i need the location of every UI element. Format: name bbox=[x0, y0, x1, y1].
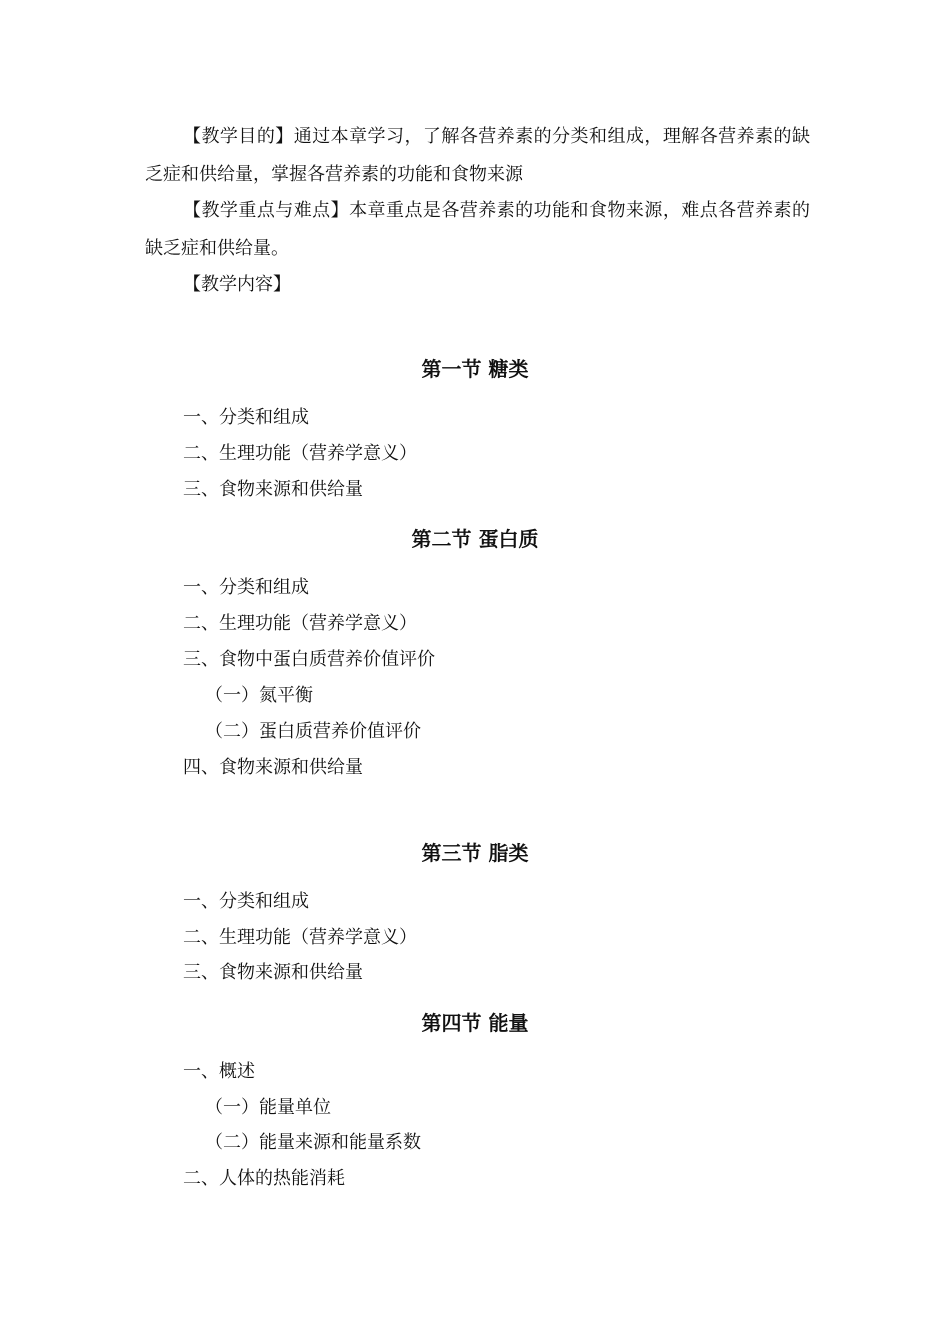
section-3-item: 二、生理功能（营养学意义） bbox=[183, 927, 417, 948]
section-1-item: 二、生理功能（营养学意义） bbox=[183, 443, 417, 464]
teaching-goal-paragraph bbox=[145, 118, 810, 194]
section-2-subitem: （二）蛋白质营养价值评价 bbox=[205, 721, 421, 742]
section-4-item: 二、人体的热能消耗 bbox=[183, 1168, 345, 1189]
section-2-title: 第二节 蛋白质 bbox=[411, 527, 539, 551]
teaching-content-label bbox=[145, 266, 810, 304]
section-3-title: 第三节 脂类 bbox=[421, 841, 529, 865]
section-4-subitem: （一）能量单位 bbox=[205, 1097, 331, 1118]
section-2-item: 一、分类和组成 bbox=[183, 577, 309, 598]
teaching-focus-text: 本章重点是各营养素的功能和食物来源，难点各营养素的缺乏症和供给量。 bbox=[145, 200, 811, 259]
section-2-item: 三、食物中蛋白质营养价值评价 bbox=[183, 649, 435, 670]
section-1-title: 第一节 糖类 bbox=[421, 357, 529, 381]
section-2-subitem: （一）氮平衡 bbox=[205, 685, 313, 706]
section-1-item: 一、分类和组成 bbox=[183, 407, 309, 428]
section-1-item: 三、食物来源和供给量 bbox=[183, 479, 363, 500]
section-3-item: 一、分类和组成 bbox=[183, 891, 309, 912]
section-3-item: 三、食物来源和供给量 bbox=[183, 962, 363, 983]
teaching-goal-tag: 【教学目的】 bbox=[183, 126, 294, 147]
teaching-focus-paragraph bbox=[145, 192, 810, 268]
section-4-subitem: （二）能量来源和能量系数 bbox=[205, 1132, 421, 1153]
section-2-item: 二、生理功能（营养学意义） bbox=[183, 613, 417, 634]
section-4-title: 第四节 能量 bbox=[421, 1011, 529, 1035]
teaching-content-tag: 【教学内容】 bbox=[183, 274, 291, 295]
section-2-item: 四、食物来源和供给量 bbox=[183, 757, 363, 778]
section-4-item: 一、概述 bbox=[183, 1061, 255, 1082]
teaching-goal-text: 通过本章学习，了解各营养素的分类和组成，理解各营养素的缺乏症和供给量，掌握各营养素的功能和食物来源 bbox=[145, 126, 811, 185]
teaching-focus-tag: 【教学重点与难点】 bbox=[183, 200, 350, 221]
